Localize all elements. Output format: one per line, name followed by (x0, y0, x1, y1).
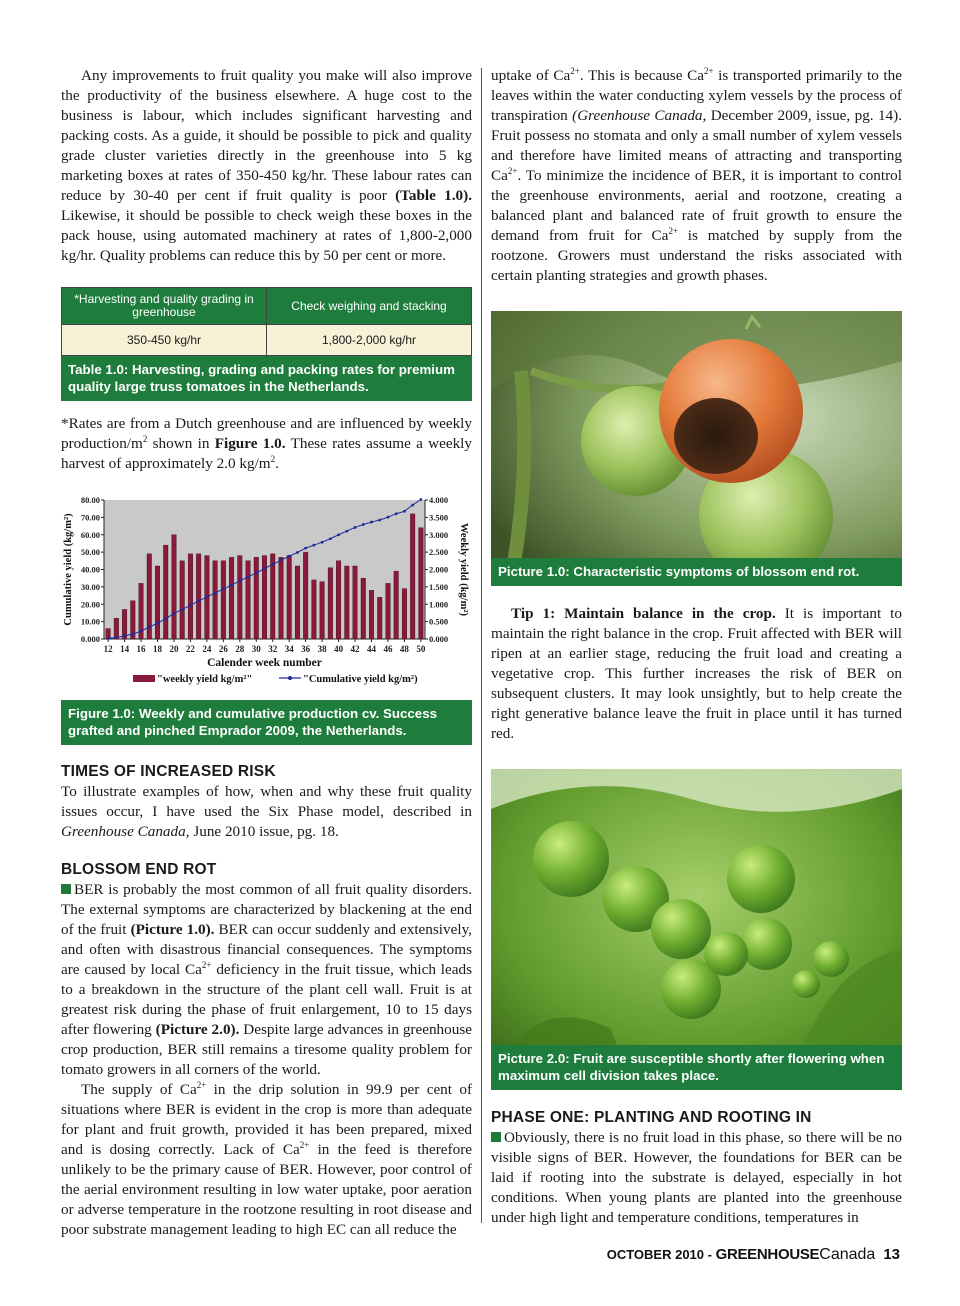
cumulative-point (403, 510, 406, 513)
x-tick-label: 20 (169, 644, 179, 654)
cumulative-point (263, 567, 266, 570)
x-axis-label: Calender week number (207, 657, 322, 669)
production-chart-svg (61, 492, 472, 696)
bar (312, 580, 317, 639)
x-tick-label: 40 (334, 644, 344, 654)
x-tick-label: 22 (185, 644, 195, 654)
bar (238, 556, 243, 639)
x-tick-label: 32 (268, 644, 278, 654)
bar (336, 561, 341, 639)
bar (303, 552, 308, 639)
cumulative-point (189, 604, 192, 607)
cumulative-point (205, 596, 208, 599)
x-tick-label: 34 (284, 644, 294, 654)
bar (221, 561, 226, 639)
cumulative-point (230, 584, 233, 587)
bar (163, 545, 168, 639)
x-tick-label: 28 (235, 644, 245, 654)
cumulative-point (271, 563, 274, 566)
bar (279, 557, 284, 639)
cumulative-point (156, 622, 159, 625)
picture1-block (491, 311, 902, 586)
cumulative-point (148, 626, 151, 629)
x-tick-label: 46 (383, 644, 393, 654)
y-tick-label-right: 1.500 (429, 581, 449, 592)
cumulative-point (173, 612, 176, 615)
cumulative-point (164, 617, 167, 620)
cumulative-point (140, 630, 143, 633)
column-divider (481, 68, 482, 1223)
y-tick-label-left: 30.00 (80, 581, 100, 592)
cumulative-point (288, 555, 291, 558)
cumulative-point (222, 588, 225, 591)
x-tick-label: 44 (367, 644, 376, 654)
bar (353, 566, 358, 639)
rates-table (61, 287, 472, 356)
young-fruit-photo (491, 769, 902, 1085)
cumulative-point (329, 537, 332, 540)
x-tick-label: 48 (399, 644, 409, 654)
bar (229, 557, 234, 639)
bar (172, 535, 177, 639)
ber-paragraph: BER is probably the most common of all fruit quality disorders. The external symptoms are characterized by blackening at the end of the fruit (Picture 1.0). BER can occur suddenly and extensively, and often with disastrous financial consequences. The symptoms are caused by local $Ca^{2+}$ deficiency in the fruit tissue, which leads to a breakdown in the structure of the plant cell wall. Fruit is at greatest risk during the phase of fruit enlargement, 10 to 15 days after flowering (Picture 2.0). Despite large advances in greenhouse crop production, BER still remains a tiresome quality problem for tomato growers in all corners of the world. (61, 881, 472, 1078)
picture1-caption: Picture 1.0: Characteristic symptoms of blossom end rot. (491, 558, 902, 586)
supply-paragraph: The supply of $Ca^{2+}$ in the drip solution in 99.9 per cent of situations where BER is evident in the crop is more than adequate for plant and fruit growth, provided it has been prepared, mixed and is dosing correctly. Lack of $Ca^{2+}$ in the feed is therefore unlikely to be the primary cause of BER. However, poor control of the aerial environment resulting in low water uptake, poor aeration or adverse temperature in the rootzone resulting in root disease and poor substrate management leading to high EC can all reduce the (61, 1079, 473, 1238)
y-tick-label-left: 20.00 (80, 599, 100, 610)
cumulative-point (321, 541, 324, 544)
cumulative-point (247, 576, 250, 579)
y-tick-label-right: 2.500 (429, 547, 449, 558)
bar (155, 566, 160, 639)
heading-phase-one: PHASE ONE: PLANTING AND ROOTING IN (491, 1109, 812, 1126)
y-tick-label-right: 2.000 (429, 564, 449, 575)
y-tick-label-right: 1.000 (429, 599, 449, 610)
y-axis-label-left: Cumulative yield (kg/m²) (63, 513, 74, 626)
cumulative-point (255, 571, 258, 574)
picture1-reference[interactable]: (Picture 1.0). (130, 921, 215, 938)
y-tick-label-left: 50.00 (80, 547, 100, 558)
bar (196, 554, 201, 639)
tip-paragraph: Tip 1: Maintain balance in the crop. It is important to maintain the right balance in the crop. Fruit affected with BER will ripen at an earlier stage, reducing the fruit load and creating a vegetative crop. This further increases the risk of BER on subsequent clusters. It may look unsightly, but to help create the right generative balance leave the fruit in place until it has turned red. (491, 605, 902, 742)
cumulative-point (345, 530, 348, 533)
cumulative-point (181, 608, 184, 611)
y-axis-label-right: Weekly yield (kg/m²) (458, 523, 469, 616)
cumulative-point (354, 526, 357, 529)
phase-paragraph: Obviously, there is no fruit load in this phase, so there will be no visible signs of BER. However, the foundations for BER can be laid if rooting into the substrate is delayed, especially in hot conditions. When young plants are planted into the greenhouse under high light and temperature conditions, temperatures in (491, 1129, 902, 1226)
cumulative-point (304, 547, 307, 550)
bar (287, 556, 292, 639)
y-tick-label-left: 80.00 (80, 495, 100, 505)
legend-marker-cumulative (288, 676, 292, 680)
bar (320, 582, 325, 639)
bar (410, 514, 415, 639)
heading-blossom-end-rot: BLOSSOM END ROT (61, 861, 217, 878)
x-tick-label: 42 (350, 644, 360, 654)
legend-label-weekly: "weekly yield kg/m²" (157, 674, 253, 685)
bar (270, 554, 275, 639)
x-tick-label: 12 (103, 644, 113, 654)
cumulative-point (197, 600, 200, 603)
left-column (61, 66, 472, 1240)
intro-paragraph: Any improvements to fruit quality you make will also improve the productivity of the business elsewhere. A huge cost to the business is labour, which includes significant harvesting and packing costs. As a guide, it should be possible to pick and quality grade cluster varieties directly in the greenhouse into 5 kg marketing boxes at rates of 350-450 kg/hr. These labour rates can reduce by 30-40 per cent if fruit quality is poor (Table 1.0). Likewise, it should be possible to check weigh these boxes in the pack house, using automated machinery at rates of 1,800-2,000 kg/hr. Quality problems can reduce this by 50 per cent or more. (61, 67, 472, 264)
cumulative-point (312, 544, 315, 547)
cumulative-point (123, 634, 126, 637)
cumulative-point (378, 519, 381, 522)
bar (361, 578, 366, 639)
cumulative-point (131, 633, 134, 636)
bar (213, 561, 218, 639)
y-tick-label-left: 70.00 (80, 512, 100, 523)
x-tick-label: 16 (136, 644, 146, 654)
cumulative-point (115, 636, 118, 639)
table-cell-harvest-rate: 350-450 kg/hr (62, 325, 267, 356)
table-header-weighing: Check weighing and stacking (267, 288, 472, 325)
blossom-end-rot-photo (491, 311, 902, 581)
bar (345, 566, 350, 639)
x-tick-label: 50 (416, 644, 426, 654)
rates-footnote: *Rates are from a Dutch greenhouse and are influenced by weekly production/$m^2$ shown in Figure 1.0. These rates assume a weekly harvest of approximately 2.0 $kg/m^2$. (61, 415, 472, 472)
picture2-block (491, 769, 902, 1090)
footer-date: OCTOBER 2010 - (606, 1247, 716, 1262)
cumulative-point (370, 521, 373, 524)
cumulative-point (280, 559, 283, 562)
table-cell-weigh-rate: 1,800-2,000 kg/hr (267, 325, 472, 356)
right-column (491, 66, 902, 1228)
bar (254, 557, 259, 639)
y-tick-label-right: 3.000 (429, 529, 449, 540)
legend-swatch-weekly (133, 675, 155, 682)
cumulative-point (107, 637, 110, 640)
cumulative-point (214, 592, 217, 595)
bar (369, 590, 374, 639)
legend-label-cumulative: "Cumulative yield kg/m²) (303, 674, 418, 685)
cumulative-point (337, 533, 340, 536)
page-footer (607, 1246, 900, 1264)
bar (114, 618, 119, 639)
x-tick-label: 38 (317, 644, 327, 654)
y-tick-label-right: 4.000 (429, 495, 449, 505)
production-chart (61, 492, 472, 696)
uptake-paragraph: uptake of $Ca^{2+}$. This is because $Ca^{2+}$ is transported primarily to the leaves within the water conducting xylem vessels by the process of transpiration (Greenhouse Canada, December 2009, issue, pg. 14). Fruit possess no stomata and only a small number of xylem vessels and therefore have limited means of attracting and transporting $Ca^{2+}$. To minimize the incidence of BER, it is important to control the greenhouse environments, aerial and rootzone, creating a balanced plant and balanced rate of fruit growth to ensure the demand from fruit for $Ca^{2+}$ is matched by supply from the rootzone. Growers must understand the risks associated with certain planting strategies and growth phases. (491, 65, 903, 284)
risk-paragraph: To illustrate examples of how, when and why these fruit quality issues occur, I have used the Six Phase model, described in Greenhouse Canada, June 2010 issue, pg. 18. (61, 783, 472, 840)
footer-brand: GREENHOUSE (715, 1246, 820, 1263)
cumulative-point (387, 516, 390, 519)
y-tick-label-left: 60.00 (80, 529, 100, 540)
y-tick-label-right: 0.500 (429, 616, 449, 627)
heading-times-of-risk: TIMES OF INCREASED RISK (61, 763, 276, 780)
cumulative-point (395, 512, 398, 515)
bar (188, 554, 193, 639)
cumulative-point (362, 523, 365, 526)
x-tick-label: 24 (202, 644, 212, 654)
figure-caption: Figure 1.0: Weekly and cumulative production cv. Success grafted and pinched Emprador 2009, the Netherlands. (61, 700, 472, 745)
bar (386, 583, 391, 639)
bar (328, 568, 333, 639)
section-marker-icon (491, 1132, 501, 1142)
rates-table-block (61, 287, 472, 401)
y-tick-label-right: 0.000 (429, 634, 449, 644)
y-tick-label-left: 10.00 (80, 616, 100, 627)
footer-brand-canada: Canada (819, 1246, 876, 1263)
picture2-reference[interactable]: (Picture 2.0). (155, 1021, 240, 1038)
y-tick-label-right: 3.500 (429, 512, 449, 523)
x-tick-label: 26 (218, 644, 228, 654)
bar (295, 566, 300, 639)
picture2-caption: Picture 2.0: Fruit are susceptible shortly after flowering when maximum cell division takes place. (491, 1045, 902, 1090)
y-tick-label-left: 40.00 (80, 564, 100, 575)
table-reference[interactable]: (Table 1.0). (395, 187, 472, 204)
cumulative-point (238, 579, 241, 582)
x-tick-label: 18 (153, 644, 162, 654)
bar (394, 571, 399, 639)
table-caption: Table 1.0: Harvesting, grading and packing rates for premium quality large truss tomatoes in the Netherlands. (61, 356, 472, 401)
y-tick-label-left: 0.000 (80, 634, 100, 644)
table-header-harvesting: *Harvesting and quality grading in greenhouse (62, 288, 267, 325)
cumulative-point (296, 551, 299, 554)
figure-reference[interactable]: Figure 1.0. (214, 435, 286, 452)
cumulative-point (411, 504, 414, 507)
bar (377, 597, 382, 639)
x-tick-label: 36 (301, 644, 311, 654)
bar (246, 561, 251, 639)
bar (180, 561, 185, 639)
x-tick-label: 30 (251, 644, 261, 654)
x-tick-label: 14 (120, 644, 130, 654)
bar (402, 589, 407, 639)
bar (419, 528, 424, 639)
cumulative-point (419, 498, 422, 501)
page-number: 13 (883, 1246, 900, 1263)
section-marker-icon (61, 884, 71, 894)
